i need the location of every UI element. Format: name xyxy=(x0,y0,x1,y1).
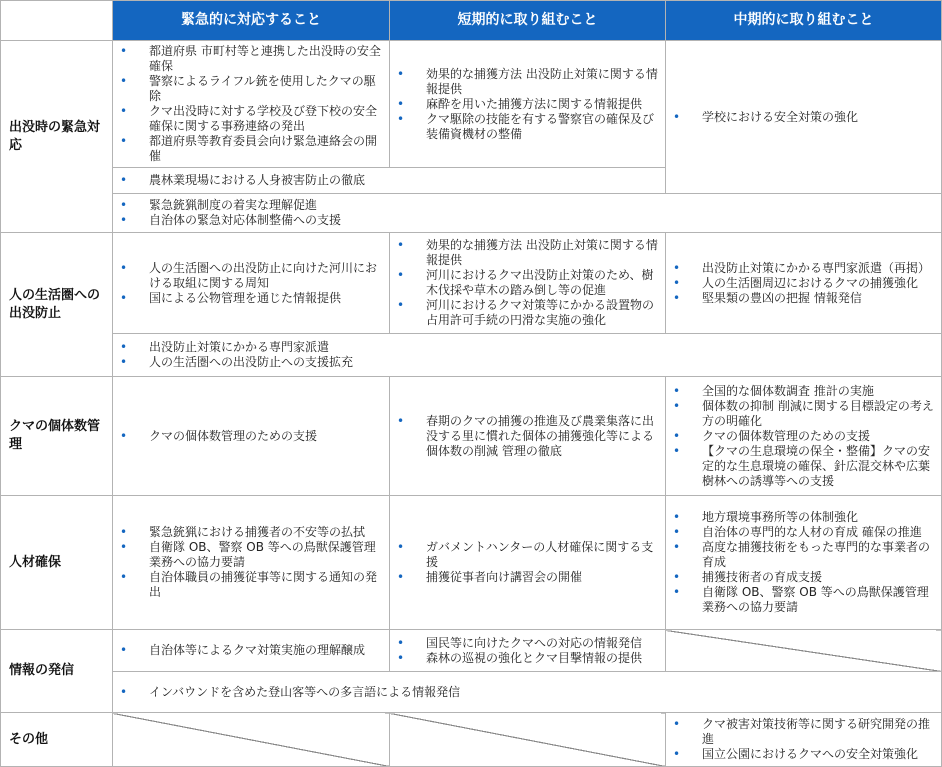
list-item: • クマ駆除の技能を有する警察官の確保及び装備資機材の整備 xyxy=(390,112,659,142)
list-item: • 地方環境事務所等の体制強化 xyxy=(666,510,935,525)
list-item: • インバウンドを含めた登山客等への多言語による情報発信 xyxy=(113,685,935,700)
cell-staff-urgent xyxy=(113,496,390,630)
cell-population-short xyxy=(390,377,666,496)
list-item: • 高度な捕獲技術をもった専門的な事業者の育成 xyxy=(666,540,935,570)
bullet-list xyxy=(390,414,665,459)
list-item: • 出没防止対策にかかる専門家派遣 xyxy=(113,340,935,355)
cell-emergency-urgent xyxy=(113,41,390,168)
bullet-list xyxy=(666,261,941,306)
bullet-list xyxy=(113,525,389,600)
cell-prevention-urgent xyxy=(113,233,390,334)
row-label-prevention: 人の生活圏への出没防止 xyxy=(1,233,113,377)
bullet-list xyxy=(113,685,941,700)
table-row xyxy=(1,194,942,233)
list-item: • 都道府県 市町村等と連携した出没時の安全確保 xyxy=(113,44,383,74)
list-item: • 自治体職員の捕獲従事等に関する通知の発出 xyxy=(113,570,383,600)
list-item: • クマ被害対策技術等に関する研究開発の推進 xyxy=(666,717,935,747)
bullet-list xyxy=(113,261,389,306)
bullet-list xyxy=(113,173,665,188)
cell-info-urgent xyxy=(113,630,390,672)
corner-cell xyxy=(1,1,113,41)
list-item: • 人の生活圏への出没防止に向けた河川における取組に関する周知 xyxy=(113,261,383,291)
list-item: • 麻酔を用いた捕獲方法に関する情報提供 xyxy=(390,97,659,112)
list-item: • 緊急銃猟制度の着実な理解促進 xyxy=(113,198,935,213)
cell-staff-short xyxy=(390,496,666,630)
bullet-list xyxy=(390,67,665,142)
list-item: • 春期のクマの捕獲の推進及び農業集落に出没する里に慣れた個体の捕獲強化等による個体数の削減 管理の徹底 xyxy=(390,414,659,459)
list-item: • クマの個体数管理のための支援 xyxy=(666,429,935,444)
cell-info-all xyxy=(113,672,942,713)
cell-emergency-all xyxy=(113,194,942,233)
list-item: • 堅果類の豊凶の把握 情報発信 xyxy=(666,291,935,306)
cell-population-urgent xyxy=(113,377,390,496)
header-short-term: 短期的に取り組むこと xyxy=(390,1,666,41)
list-item: • 人の生活圏周辺におけるクマの捕獲強化 xyxy=(666,276,935,291)
bullet-list xyxy=(666,510,941,615)
cell-staff-mid xyxy=(666,496,942,630)
list-item: • 緊急銃猟における捕獲者の不安等の払拭 xyxy=(113,525,383,540)
row-label-other: その他 xyxy=(1,713,113,767)
list-item: • 出没防止対策にかかる専門家派遣（再掲） xyxy=(666,261,935,276)
empty-cell-diagonal xyxy=(390,713,666,767)
list-item: • 国民等に向けたクマへの対応の情報発信 xyxy=(390,636,659,651)
bullet-list xyxy=(666,110,941,125)
table-row xyxy=(1,713,942,767)
bullet-list xyxy=(390,540,665,585)
table-row xyxy=(1,377,942,496)
empty-cell-diagonal xyxy=(666,630,942,672)
header-mid-term: 中期的に取り組むこと xyxy=(666,1,942,41)
list-item: • 捕獲技術者の育成支援 xyxy=(666,570,935,585)
table-row xyxy=(1,233,942,334)
list-item: • 効果的な捕獲方法 出没防止対策に関する情報提供 xyxy=(390,238,659,268)
bullet-list xyxy=(113,429,389,444)
bullet-list xyxy=(113,340,941,370)
table-row xyxy=(1,334,942,377)
list-item: • 全国的な個体数調査 推計の実施 xyxy=(666,384,935,399)
list-item: • クマの個体数管理のための支援 xyxy=(113,429,383,444)
list-item: • 国による公物管理を通じた情報提供 xyxy=(113,291,383,306)
list-item: • ガバメントハンターの人材確保に関する支援 xyxy=(390,540,659,570)
list-item: • 自衛隊 OB、警察 OB 等への鳥獣保護管理業務への協力要請 xyxy=(666,585,935,615)
list-item: • 森林の巡視の強化とクマ目撃情報の提供 xyxy=(390,651,659,666)
cell-emergency-short xyxy=(390,41,666,168)
row-label-emergency: 出没時の緊急対応 xyxy=(1,41,113,233)
list-item: • 都道府県等教育委員会向け緊急連絡会の開催 xyxy=(113,134,383,164)
table-row xyxy=(1,672,942,713)
list-item: • 警察によるライフル銃を使用したクマの駆除 xyxy=(113,74,383,104)
bullet-list xyxy=(390,636,665,666)
cell-info-short xyxy=(390,630,666,672)
list-item: • 捕獲従事者向け講習会の開催 xyxy=(390,570,659,585)
row-label-population: クマの個体数管理 xyxy=(1,377,113,496)
list-item: • 農林業現場における人身被害防止の徹底 xyxy=(113,173,659,188)
list-item: • 人の生活圏への出没防止への支援拡充 xyxy=(113,355,935,370)
list-item: • 河川におけるクマ出没防止対策のため、樹木伐採や草木の踏み倒し等の促進 xyxy=(390,268,659,298)
cell-prevention-mid xyxy=(666,233,942,334)
list-item: • 自衛隊 OB、警察 OB 等への鳥獣保護管理業務への協力要請 xyxy=(113,540,383,570)
row-label-staff: 人材確保 xyxy=(1,496,113,630)
list-item: • 個体数の抑制 削減に関する目標設定の考え方の明確化 xyxy=(666,399,935,429)
list-item: • 【クマの生息環境の保全・整備】クマの安定的な生息環境の確保、針広混交林や広葉樹林への誘導等への支援 xyxy=(666,444,935,489)
bullet-list xyxy=(666,384,941,489)
list-item: • 国立公園におけるクマへの安全対策強化 xyxy=(666,747,935,762)
bullet-list xyxy=(113,44,389,164)
bullet-list xyxy=(113,198,941,228)
bullet-list xyxy=(390,238,665,328)
table-row xyxy=(1,630,942,672)
bullet-list xyxy=(666,717,941,762)
list-item: • 学校における安全対策の強化 xyxy=(666,110,935,125)
list-item: • 自治体等によるクマ対策実施の理解醸成 xyxy=(113,643,383,658)
cell-population-mid xyxy=(666,377,942,496)
header-urgent: 緊急的に対応すること xyxy=(113,1,390,41)
table-row xyxy=(1,496,942,630)
row-label-info: 情報の発信 xyxy=(1,630,113,713)
cell-emergency-span xyxy=(113,168,666,194)
empty-cell-diagonal xyxy=(113,713,390,767)
list-item: • 自治体の専門的な人材の育成 確保の推進 xyxy=(666,525,935,540)
header-row xyxy=(1,1,942,41)
cell-emergency-mid xyxy=(666,41,942,194)
cell-prevention-all xyxy=(113,334,942,377)
cell-prevention-short xyxy=(390,233,666,334)
list-item: • 効果的な捕獲方法 出没防止対策に関する情報提供 xyxy=(390,67,659,97)
list-item: • 河川におけるクマ対策等にかかる設置物の占用許可手続の円滑な実施の強化 xyxy=(390,298,659,328)
cell-other-mid xyxy=(666,713,942,767)
table-row xyxy=(1,41,942,168)
bullet-list xyxy=(113,643,389,658)
list-item: • 自治体の緊急対応体制整備への支援 xyxy=(113,213,935,228)
list-item: • クマ出没時に対する学校及び登下校の安全確保に関する事務連絡の発出 xyxy=(113,104,383,134)
